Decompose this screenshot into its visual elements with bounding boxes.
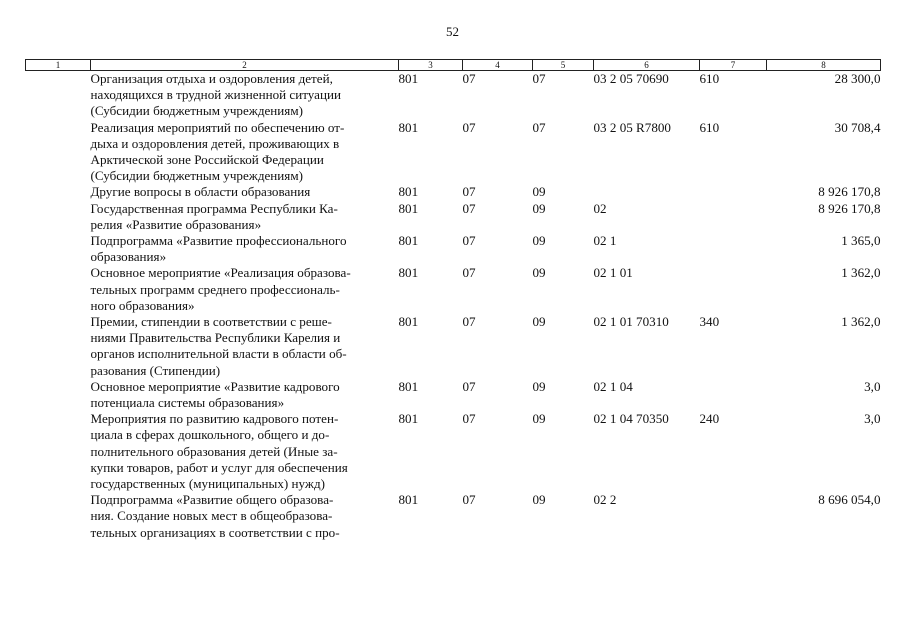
cell-col1 bbox=[26, 411, 91, 492]
table-row bbox=[26, 314, 881, 379]
cell-section: 07 bbox=[462, 378, 476, 394]
cell-col1 bbox=[26, 379, 91, 411]
cell-col1 bbox=[26, 233, 91, 265]
cell-col1 bbox=[26, 201, 91, 233]
cell-target-article: 02 1 01 70310 bbox=[593, 314, 669, 330]
cell-subsection: 09 bbox=[532, 200, 546, 216]
cell-col1 bbox=[26, 120, 91, 185]
cell-target-article: 02 1 04 70350 bbox=[593, 411, 669, 427]
cell-ministry-code: 801 bbox=[398, 119, 419, 135]
cell-amount: 8 926 170,8 bbox=[818, 200, 881, 216]
cell-expense-type: 240 bbox=[699, 411, 720, 427]
cell-expense-type bbox=[700, 233, 767, 265]
cell-expense-type bbox=[700, 265, 767, 314]
cell-name: Подпрограмма «Развитие профессионального образования» bbox=[90, 233, 347, 265]
cell-name: Реализация мероприятий по обеспечению от- дыха и оздоровления детей, проживающих в Арктической зоне Российской Федерации (Субсидии бюджетным учреждениям) bbox=[90, 119, 345, 184]
cell-col1 bbox=[26, 265, 91, 314]
table-row bbox=[26, 265, 881, 314]
cell-amount: 8 696 054,0 bbox=[818, 492, 881, 508]
cell-subsection: 07 bbox=[532, 119, 546, 135]
cell-name: Государственная программа Республики Ка- релия «Развитие образования» bbox=[90, 200, 338, 232]
col-header-3: 3 bbox=[399, 60, 463, 71]
cell-name: Мероприятия по развитию кадрового потен- циала в сферах дошкольного, общего и до- полнительного образования детей (Иные за- купки товаров, работ и услуг для обеспечения государственных (муниципальных) нужд) bbox=[90, 411, 348, 492]
cell-expense-type bbox=[700, 492, 767, 541]
table-row bbox=[26, 379, 881, 411]
cell-section: 07 bbox=[462, 233, 476, 249]
cell-target-article: 03 2 05 70690 bbox=[593, 71, 669, 86]
cell-subsection: 09 bbox=[532, 184, 546, 200]
cell-section: 07 bbox=[462, 492, 476, 508]
cell-subsection: 09 bbox=[532, 265, 546, 281]
cell-ministry-code: 801 bbox=[398, 184, 419, 200]
cell-amount: 3,0 bbox=[864, 378, 881, 394]
cell-amount: 30 708,4 bbox=[834, 119, 881, 135]
cell-amount: 3,0 bbox=[864, 411, 881, 427]
cell-amount: 1 362,0 bbox=[841, 265, 881, 281]
cell-ministry-code: 801 bbox=[398, 314, 419, 330]
table-row bbox=[26, 201, 881, 233]
table-row bbox=[26, 492, 881, 541]
table-row bbox=[26, 233, 881, 265]
cell-amount: 8 926 170,8 bbox=[818, 184, 881, 200]
cell-target-article bbox=[594, 184, 700, 200]
table-row bbox=[26, 184, 881, 200]
cell-subsection: 09 bbox=[532, 492, 546, 508]
cell-subsection: 09 bbox=[532, 411, 546, 427]
cell-expense-type bbox=[700, 379, 767, 411]
cell-name: Премии, стипендии в соответствии с реше- ниями Правительства Республики Карелия и органов исполнительной власти в области об- разования (Стипендии) bbox=[90, 314, 347, 378]
cell-expense-type bbox=[700, 201, 767, 233]
cell-section: 07 bbox=[462, 119, 476, 135]
cell-ministry-code: 801 bbox=[398, 71, 419, 86]
col-header-6: 6 bbox=[594, 60, 700, 71]
cell-name: Организация отдыха и оздоровления детей, находящихся в трудной жизненной ситуации (Субсидии бюджетным учреждениям) bbox=[90, 71, 341, 119]
cell-amount: 1 365,0 bbox=[841, 233, 881, 249]
cell-section: 07 bbox=[462, 314, 476, 330]
cell-name: Основное мероприятие «Развитие кадрового потенциала системы образования» bbox=[90, 378, 340, 411]
cell-section: 07 bbox=[462, 411, 476, 427]
cell-col1 bbox=[26, 314, 91, 379]
col-header-5: 5 bbox=[533, 60, 594, 71]
cell-ministry-code: 801 bbox=[398, 200, 419, 216]
col-header-2: 2 bbox=[91, 60, 399, 71]
cell-target-article: 02 1 04 bbox=[593, 378, 633, 394]
cell-amount: 28 300,0 bbox=[834, 71, 881, 86]
page-number: 52 bbox=[446, 24, 459, 39]
cell-amount: 1 362,0 bbox=[841, 314, 881, 330]
cell-section: 07 bbox=[462, 200, 476, 216]
cell-subsection: 09 bbox=[532, 378, 546, 394]
cell-target-article: 02 2 bbox=[593, 492, 617, 508]
cell-expense-type: 610 bbox=[699, 119, 720, 135]
cell-expense-type: 610 bbox=[699, 71, 720, 86]
cell-subsection: 09 bbox=[532, 233, 546, 249]
cell-section: 07 bbox=[462, 71, 476, 86]
cell-col1 bbox=[26, 184, 91, 200]
cell-target-article: 02 bbox=[593, 200, 607, 216]
cell-ministry-code: 801 bbox=[398, 411, 419, 427]
table-row bbox=[26, 71, 881, 120]
cell-ministry-code: 801 bbox=[398, 233, 419, 249]
col-header-1: 1 bbox=[26, 60, 91, 71]
cell-section: 07 bbox=[462, 184, 476, 200]
cell-ministry-code: 801 bbox=[398, 492, 419, 508]
column-number-header bbox=[26, 60, 881, 71]
table-row bbox=[26, 411, 881, 492]
col-header-8: 8 bbox=[767, 60, 881, 71]
col-header-4: 4 bbox=[463, 60, 533, 71]
cell-expense-type: 340 bbox=[699, 314, 720, 330]
table-row bbox=[26, 120, 881, 185]
cell-ministry-code: 801 bbox=[398, 265, 419, 281]
cell-subsection: 09 bbox=[532, 314, 546, 330]
cell-name: Основное мероприятие «Реализация образова- тельных программ среднего профессиональ- ного образования» bbox=[90, 265, 351, 313]
budget-table bbox=[25, 59, 881, 541]
cell-expense-type bbox=[700, 184, 767, 200]
cell-subsection: 07 bbox=[532, 71, 546, 86]
cell-target-article: 02 1 01 bbox=[593, 265, 633, 281]
cell-target-article: 02 1 bbox=[593, 233, 617, 249]
cell-name: Подпрограмма «Развитие общего образова- ния. Создание новых мест в общеобразова- тельных организациях в соответствии с про- bbox=[90, 492, 340, 540]
col-header-7: 7 bbox=[700, 60, 767, 71]
cell-section: 07 bbox=[462, 265, 476, 281]
cell-name: Другие вопросы в области образования bbox=[90, 184, 311, 200]
cell-ministry-code: 801 bbox=[398, 378, 419, 394]
cell-col1 bbox=[26, 71, 91, 120]
cell-col1 bbox=[26, 492, 91, 541]
cell-target-article: 03 2 05 R7800 bbox=[593, 119, 671, 135]
